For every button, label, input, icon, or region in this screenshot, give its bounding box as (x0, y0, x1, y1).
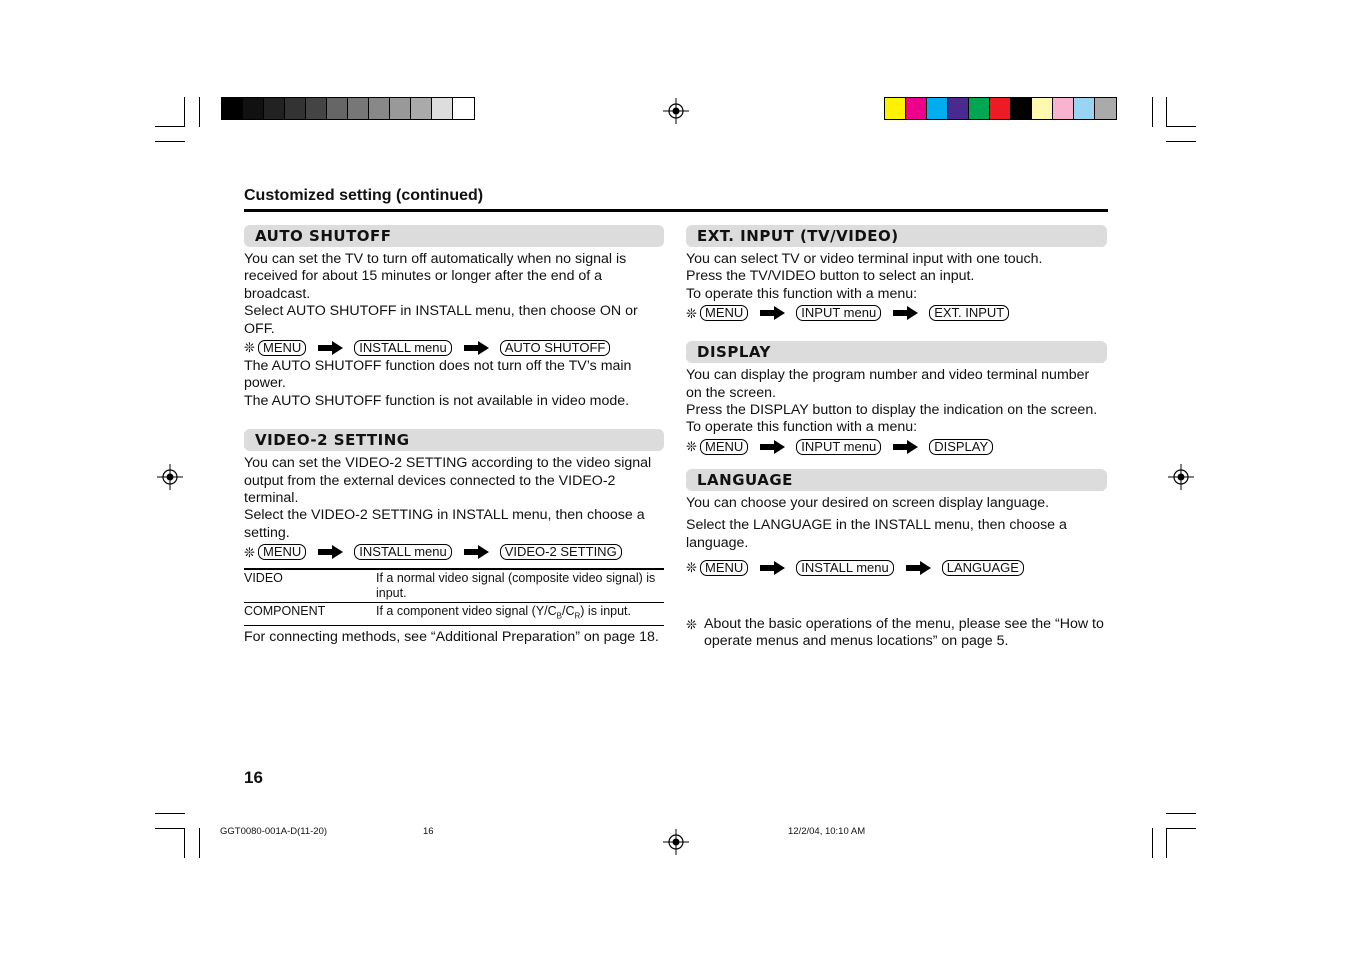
arrow-right-icon (310, 545, 350, 559)
section-heading: EXT. INPUT (TV/VIDEO) (686, 225, 1107, 247)
color-swatch (327, 98, 348, 119)
paragraph: To operate this function with a menu: (686, 285, 918, 302)
paragraph: Select the LANGUAGE in the INSTALL menu, then choose a language. (686, 517, 1067, 551)
crop-mark (1166, 141, 1196, 142)
section-heading: VIDEO-2 SETTING (244, 429, 664, 451)
color-swatch (1095, 98, 1116, 119)
table-key: COMPONENT (244, 603, 376, 626)
arrow-right-icon (752, 561, 792, 575)
menu-path (244, 338, 664, 358)
paragraph: To operate this function with a menu: (686, 419, 918, 436)
color-swatch (1074, 98, 1095, 119)
table-row (244, 569, 664, 603)
color-swatch (969, 98, 990, 119)
star-icon: ❊ (244, 544, 255, 560)
crop-mark (1166, 828, 1196, 829)
menu-pill: INPUT menu (796, 439, 881, 455)
crop-mark (1166, 97, 1167, 127)
color-swatch (927, 98, 948, 119)
paragraph: For connecting methods, see “Additional Preparation” on page 18. (244, 628, 659, 645)
color-swatch (348, 98, 369, 119)
left-column (244, 225, 664, 646)
star-icon: ❊ (686, 617, 697, 633)
registration-mark-icon (157, 464, 183, 490)
crop-mark (1166, 828, 1167, 858)
crop-mark (199, 828, 200, 858)
table-row (244, 603, 664, 626)
menu-path (686, 437, 1107, 457)
section-video2-setting (244, 429, 664, 646)
crop-mark (199, 97, 200, 127)
paragraph: You can display the program number and video terminal number on the screen. (686, 367, 1090, 401)
arrow-right-icon (456, 341, 496, 355)
page-number: 16 (244, 768, 263, 787)
footer-timestamp: 12/2/04, 10:10 AM (788, 826, 866, 837)
menu-path (244, 542, 664, 562)
color-bar (884, 97, 1117, 120)
crop-mark (155, 828, 185, 829)
menu-pill: VIDEO-2 SETTING (500, 544, 622, 560)
table-desc: If a component video signal $(Y/C_B/C_R)$ is input. (376, 603, 664, 626)
section-auto-shutoff (244, 225, 664, 410)
arrow-right-icon (898, 561, 938, 575)
crop-mark (155, 813, 185, 814)
arrow-right-icon (752, 440, 792, 454)
menu-pill: DISPLAY (929, 439, 993, 455)
paragraph: Select AUTO SHUTOFF in INSTALL menu, then choose ON or OFF. (244, 303, 638, 337)
registration-mark-icon (663, 829, 689, 855)
menu-pill: MENU (258, 544, 306, 560)
section-heading: LANGUAGE (686, 469, 1107, 491)
color-swatch (264, 98, 285, 119)
paragraph: The AUTO SHUTOFF function is not available in video mode. (244, 392, 630, 409)
color-swatch (906, 98, 927, 119)
paragraph: Press the TV/VIDEO button to select an input. (686, 268, 975, 285)
arrow-right-icon (456, 545, 496, 559)
paragraph: You can set the VIDEO-2 SETTING according to the video signal output from the external devices connected to the VIDEO-2 terminal. (244, 455, 652, 507)
table-key: VIDEO (244, 569, 376, 603)
paragraph: Press the DISPLAY button to display the indication on the screen. (686, 402, 1098, 419)
menu-pill: AUTO SHUTOFF (500, 340, 611, 356)
registration-mark-icon (663, 98, 689, 124)
star-icon: ❊ (686, 560, 697, 576)
star-icon: ❊ (686, 305, 697, 321)
menu-path (686, 303, 1107, 323)
color-swatch (948, 98, 969, 119)
arrow-right-icon (310, 341, 350, 355)
color-swatch (1032, 98, 1053, 119)
paragraph: Select the VIDEO-2 SETTING in INSTALL menu, then choose a setting. (244, 507, 645, 541)
note (686, 616, 1107, 651)
crop-mark (155, 126, 185, 127)
footer-doc-code: GGT0080-001A-D(11-20) (220, 826, 328, 837)
color-swatch (306, 98, 327, 119)
menu-pill: INSTALL menu (354, 544, 451, 560)
color-swatch (1011, 98, 1032, 119)
color-swatch (990, 98, 1011, 119)
page-title: Customized setting (continued) (244, 187, 484, 204)
crop-mark (1166, 126, 1196, 127)
arrow-right-icon (752, 306, 792, 320)
menu-path (686, 558, 1107, 578)
star-icon: ❊ (686, 439, 697, 455)
section-display (686, 341, 1107, 457)
color-swatch (390, 98, 411, 119)
header-rule (244, 209, 1108, 212)
menu-pill: INPUT menu (796, 305, 881, 321)
arrow-right-icon (885, 306, 925, 320)
right-column (686, 225, 1107, 651)
color-swatch (453, 98, 474, 119)
menu-pill: MENU (700, 560, 748, 576)
crop-mark (1152, 828, 1153, 858)
menu-pill: EXT. INPUT (929, 305, 1009, 321)
menu-pill: MENU (258, 340, 306, 356)
menu-pill: INSTALL menu (796, 560, 893, 576)
crop-mark (155, 141, 185, 142)
section-heading: DISPLAY (686, 341, 1107, 363)
color-swatch (243, 98, 264, 119)
video2-options-table (244, 568, 664, 626)
section-ext-input (686, 225, 1107, 323)
color-swatch (885, 98, 906, 119)
paragraph: You can choose your desired on screen display language. (686, 494, 1050, 511)
color-swatch (411, 98, 432, 119)
menu-pill: MENU (700, 439, 748, 455)
section-language (686, 469, 1107, 578)
crop-mark (184, 97, 185, 127)
color-swatch (369, 98, 390, 119)
color-swatch (432, 98, 453, 119)
paragraph: The AUTO SHUTOFF function does not turn off the TV’s main power. (244, 358, 632, 392)
section-heading: AUTO SHUTOFF (244, 225, 664, 247)
color-swatch (1053, 98, 1074, 119)
color-swatch (222, 98, 243, 119)
paragraph: You can set the TV to turn off automatically when no signal is received for about 15 minutes or longer after the end of a broadcast. (244, 251, 627, 302)
crop-mark (1166, 813, 1196, 814)
crop-mark (184, 828, 185, 858)
arrow-right-icon (885, 440, 925, 454)
table-desc: If a normal video signal (composite video signal) is input. (376, 569, 664, 603)
menu-pill: MENU (700, 305, 748, 321)
grayscale-bar (221, 97, 475, 120)
star-icon: ❊ (244, 340, 255, 356)
note-text: About the basic operations of the menu, please see the “How to operate menus and menus locations” on page 5. (704, 616, 1104, 650)
menu-pill: INSTALL menu (354, 340, 451, 356)
registration-mark-icon (1168, 464, 1194, 490)
paragraph: You can select TV or video terminal input with one touch. (686, 251, 1043, 267)
menu-pill: LANGUAGE (942, 560, 1024, 576)
crop-mark (1152, 97, 1153, 127)
footer-page: 16 (423, 826, 434, 837)
color-swatch (285, 98, 306, 119)
